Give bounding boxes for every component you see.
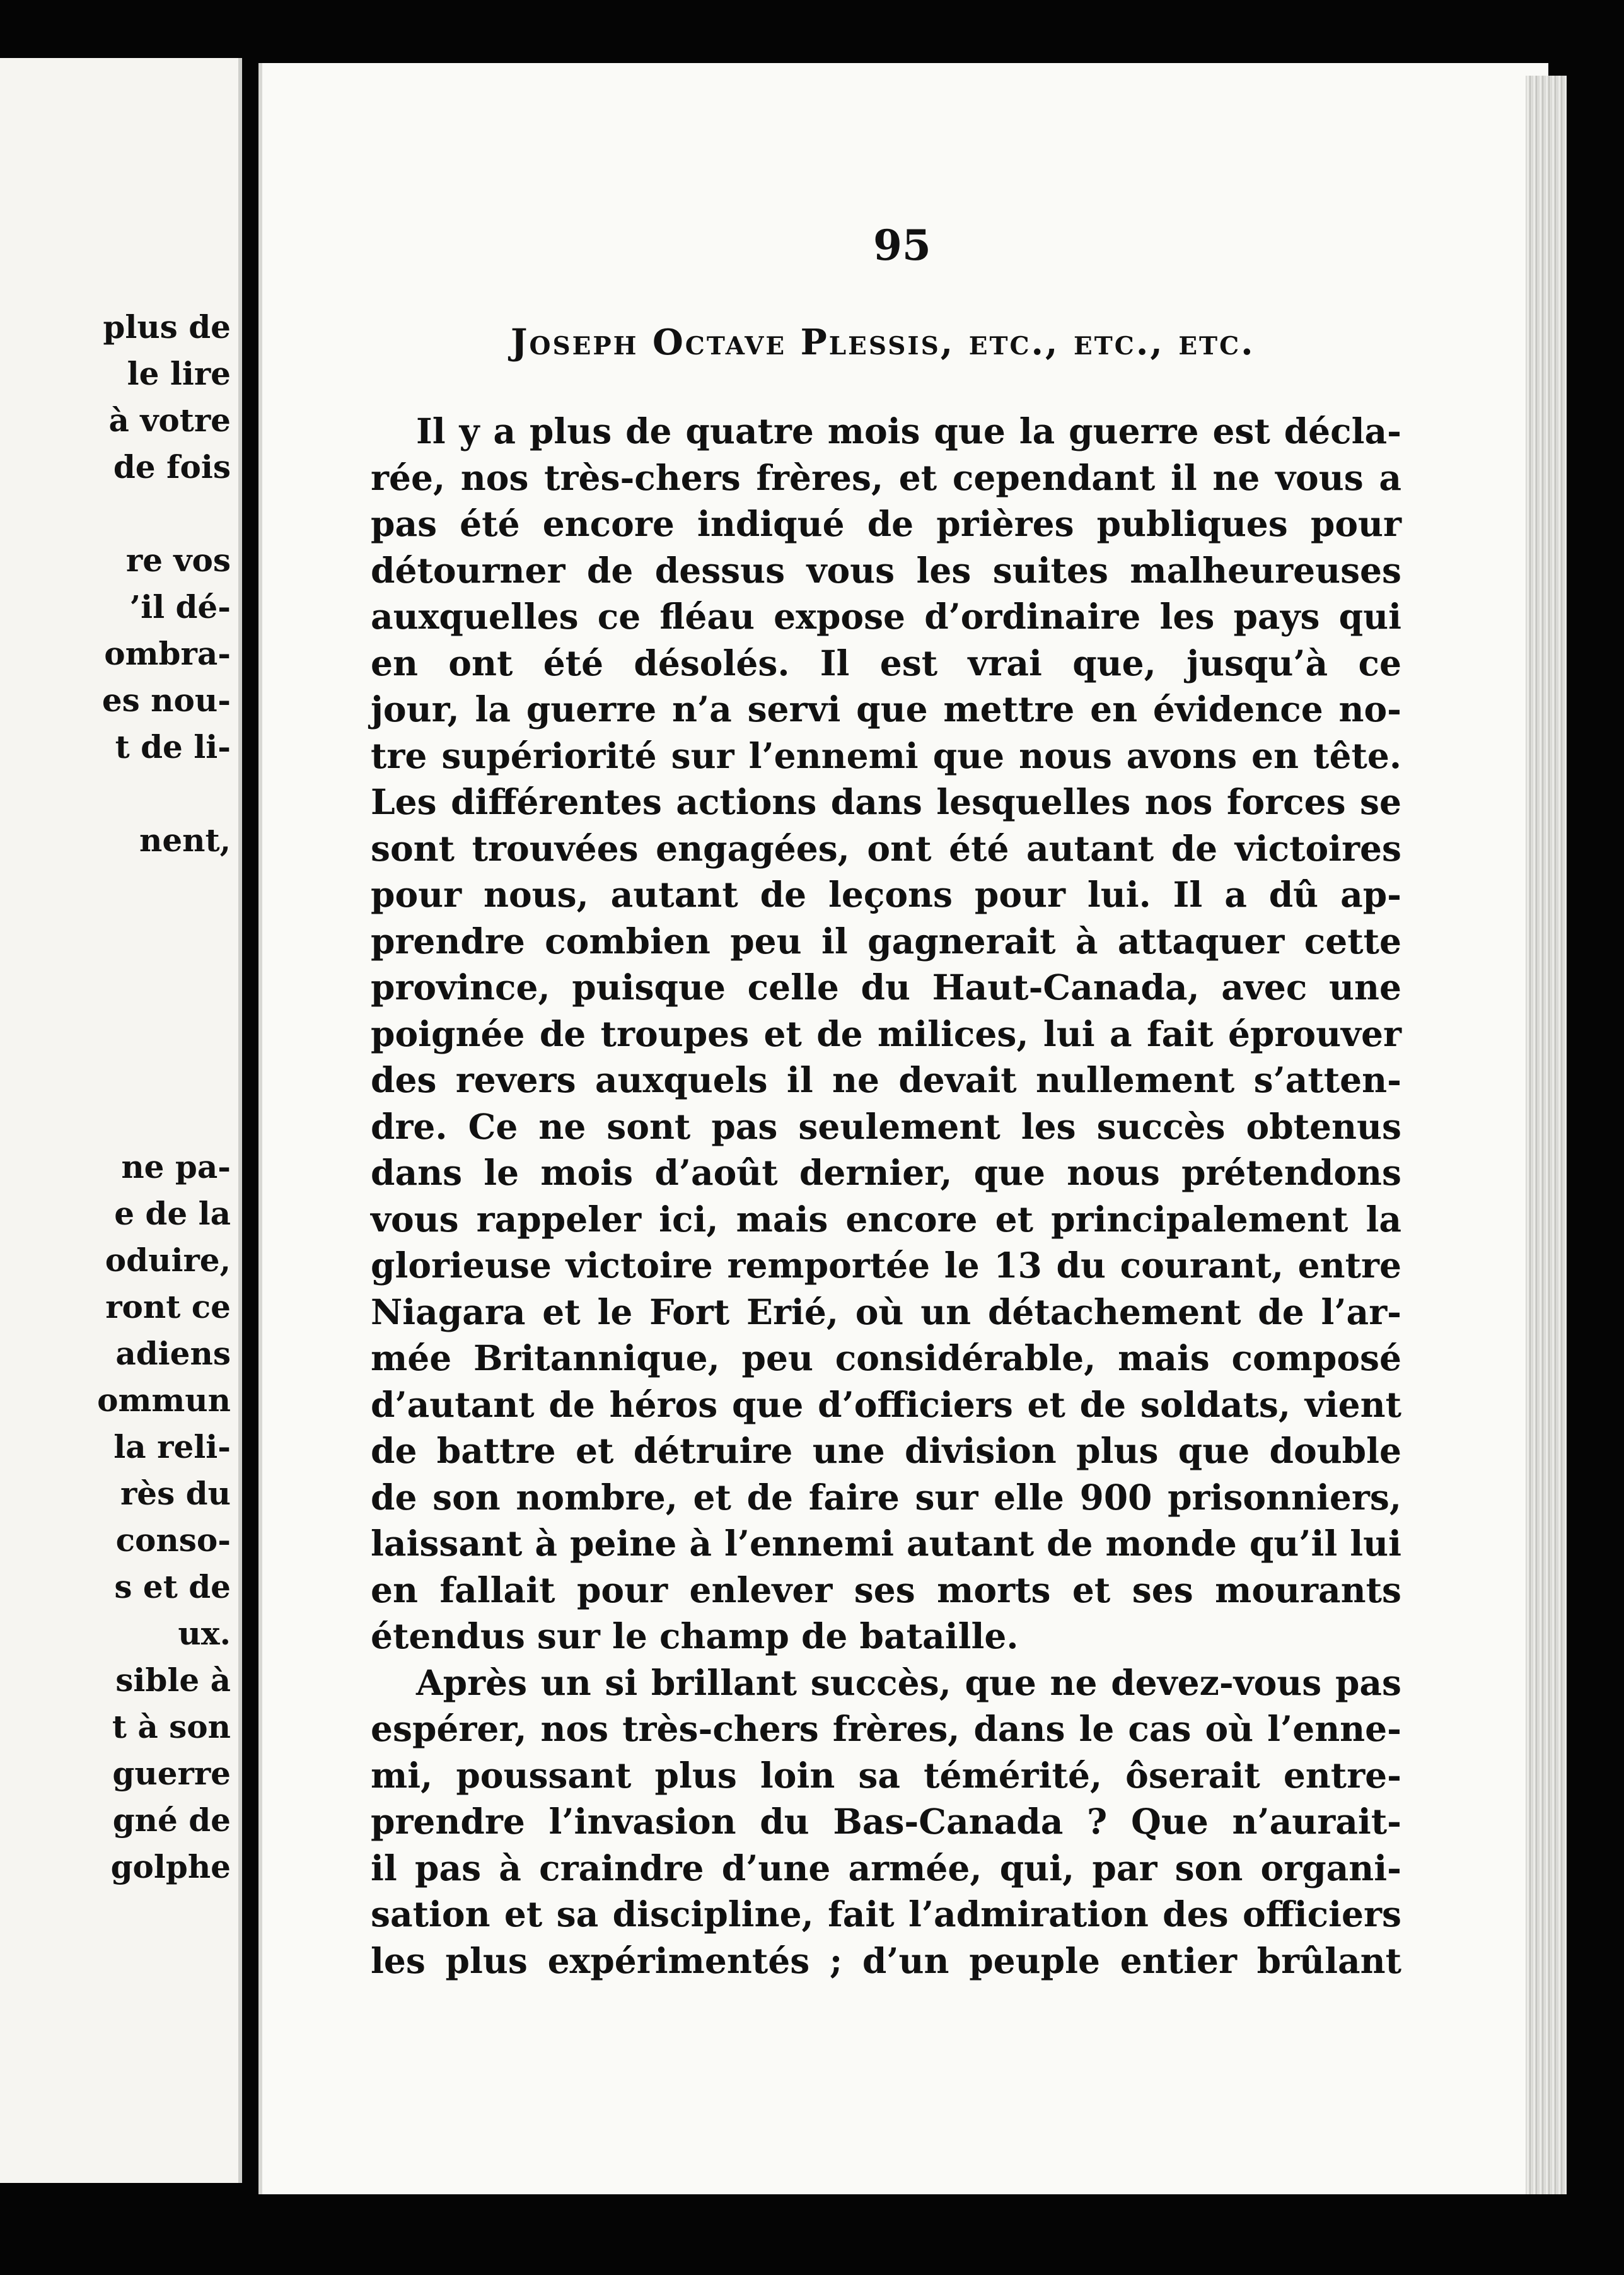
previous-page-line: golphe: [110, 1848, 231, 1885]
previous-page-line: ront ce: [105, 1288, 231, 1325]
previous-page-line: [0, 911, 235, 957]
text-line: sation et sa discipline, fait l’admiration des officiers: [371, 1894, 1401, 1935]
text-line: rée, nos très-chers frères, et cependant il ne vous a: [371, 457, 1401, 498]
text-line: poignée de troupes et de milices, lui a fait éprouver: [371, 1013, 1401, 1054]
text-line: sont trouvées engagées, ont été autant de victoires: [371, 827, 1401, 869]
previous-page-line: es nou-: [102, 682, 231, 719]
previous-page-line: de fois: [113, 448, 231, 486]
text-line: en ont été désolés. Il est vrai que, jusqu’à ce: [371, 642, 1401, 684]
text-line: auxquelles ce fléau expose d’ordinaire les pays qui: [371, 596, 1401, 637]
text-line: prendre l’invasion du Bas-Canada ? Que n’aurait-: [371, 1801, 1401, 1842]
previous-page-line: [0, 1097, 235, 1144]
text-line: d’autant de héros que d’officiers et de soldats, vient: [371, 1383, 1401, 1425]
previous-page-line: sible à: [115, 1661, 231, 1699]
previous-page-line: s et de: [114, 1568, 231, 1605]
text-line: Après un si brillant succès, que ne devez-vous pas: [416, 1661, 1401, 1703]
text-line: détourner de dessus vous les suites malheureuses: [371, 549, 1401, 591]
previous-page-line: t à son: [112, 1708, 231, 1745]
text-line: pas été encore indiqué de prières publiques pour: [371, 503, 1401, 544]
previous-page-line: guerre: [112, 1755, 231, 1792]
previous-page-line: t de li-: [115, 728, 231, 765]
previous-page-line: le lire: [127, 355, 231, 392]
text-line: étendus sur le champ de bataille.: [371, 1615, 1019, 1656]
page-number: 95: [873, 221, 931, 270]
previous-page-line: oduire,: [105, 1242, 231, 1279]
previous-page-text: [0, 304, 235, 1890]
previous-page-line: nent,: [139, 822, 231, 859]
previous-page-line: ombra-: [104, 635, 231, 672]
previous-page-line: conso-: [115, 1522, 231, 1559]
previous-page-line: [0, 864, 235, 911]
previous-page-line: ux.: [178, 1615, 231, 1652]
previous-page-line: e de la: [114, 1195, 231, 1232]
text-line: il pas à craindre d’une armée, qui, par son organi-: [371, 1847, 1401, 1888]
previous-page-line: [0, 771, 235, 817]
previous-page-line: ’il dé-: [129, 588, 231, 625]
previous-page-line: [0, 1004, 235, 1050]
previous-page-line: re vos: [125, 542, 231, 579]
text-line: de battre et détruire une division plus que double: [371, 1430, 1401, 1471]
text-line: jour, la guerre n’a servi que mettre en évidence no-: [371, 689, 1401, 730]
previous-page-line: [0, 957, 235, 1004]
text-line: vous rappeler ici, mais encore et principalement la: [371, 1198, 1401, 1240]
text-line: laissant à peine à l’ennemi autant de monde qu’il lui: [371, 1523, 1401, 1564]
text-line: dans le mois d’août dernier, que nous prétendons: [371, 1152, 1401, 1193]
body-text: [371, 408, 1401, 1984]
previous-page-line: [0, 1050, 235, 1097]
previous-page-line: gné de: [112, 1801, 231, 1839]
previous-page-line: rès du: [120, 1475, 231, 1512]
text-line: glorieuse victoire remportée le 13 du courant, entre: [371, 1245, 1401, 1286]
text-line: de son nombre, et de faire sur elle 900 prisonniers,: [371, 1476, 1401, 1518]
text-line: pour nous, autant de leçons pour lui. Il a dû ap-: [371, 874, 1401, 915]
previous-page-line: plus de: [103, 308, 231, 346]
previous-page-line: la reli-: [113, 1428, 231, 1465]
section-heading: Joseph Octave Plessis, etc., etc., etc.: [511, 322, 1255, 363]
text-line: province, puisque celle du Haut-Canada, avec une: [371, 967, 1401, 1008]
previous-page-line: adiens: [115, 1335, 231, 1372]
text-line: Les différentes actions dans lesquelles nos forces se: [371, 781, 1401, 822]
text-line: prendre combien peu il gagnerait à attaquer cette: [371, 920, 1401, 962]
text-line: tre supériorité sur l’ennemi que nous avons en tête.: [371, 735, 1401, 776]
previous-page-line: à votre: [108, 402, 231, 439]
text-line: dre. Ce ne sont pas seulement les succès obtenus: [371, 1105, 1401, 1147]
previous-page-line: ne pa-: [121, 1148, 231, 1185]
text-line: mi, poussant plus loin sa témérité, ôserait entre-: [371, 1754, 1401, 1796]
text-line: espérer, nos très-chers frères, dans le cas où l’enne-: [371, 1708, 1401, 1749]
text-line: en fallait pour enlever ses morts et ses mourants: [371, 1569, 1401, 1610]
previous-page: [0, 58, 242, 2183]
text-line: Niagara et le Fort Erié, où un détachement de l’ar-: [371, 1291, 1401, 1332]
text-line: mée Britannique, peu considérable, mais composé: [371, 1337, 1401, 1378]
previous-page-line: [0, 491, 235, 537]
text-line: Il y a plus de quatre mois que la guerre est décla-: [416, 410, 1401, 451]
text-line: les plus expérimentés ; d’un peuple entier brûlant: [371, 1940, 1401, 1981]
previous-page-line: ommun: [97, 1382, 231, 1419]
text-line: des revers auxquels il ne devait nullement s’atten-: [371, 1059, 1401, 1100]
page-edge-stack: [1526, 76, 1567, 2194]
